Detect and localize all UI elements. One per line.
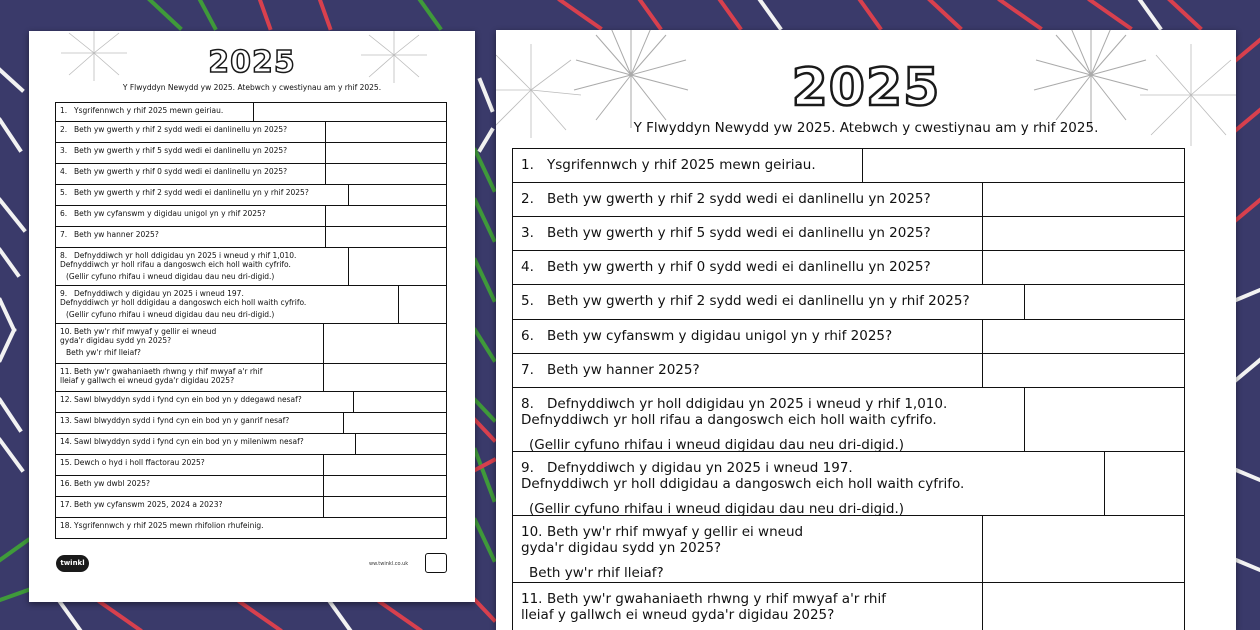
footer-badge-icon bbox=[425, 553, 447, 573]
answer-box[interactable] bbox=[349, 185, 446, 205]
answer-box[interactable] bbox=[1025, 388, 1184, 451]
answer-box[interactable] bbox=[983, 320, 1184, 353]
table-row: 6. Beth yw cyfanswm y digidau unigol yn y rhif 2025? bbox=[512, 320, 1185, 354]
answer-box[interactable] bbox=[863, 149, 1184, 182]
table-row: 3. Beth yw gwerth y rhif 5 sydd wedi ei danlinellu yn 2025? bbox=[55, 143, 447, 164]
questions-table bbox=[55, 102, 447, 539]
table-row: 14. Sawl blwyddyn sydd i fynd cyn ein bod yn y mileniwm nesaf? bbox=[55, 434, 447, 455]
answer-box[interactable] bbox=[326, 206, 446, 226]
table-row: 16. Beth yw dwbl 2025? bbox=[55, 476, 447, 497]
answer-box[interactable] bbox=[324, 324, 446, 363]
answer-box[interactable] bbox=[983, 183, 1184, 216]
table-row: 17. Beth yw cyfanswm 2025, 2024 a 2023? bbox=[55, 497, 447, 518]
worksheet-zoom-large bbox=[496, 30, 1236, 630]
answer-box[interactable] bbox=[254, 103, 446, 121]
table-row: 12. Sawl blwyddyn sydd i fynd cyn ein bod yn y ddegawd nesaf? bbox=[55, 392, 447, 413]
page-subtitle: Y Flwyddyn Newydd yw 2025. Atebwch y cwestiynau am y rhif 2025. bbox=[633, 120, 1099, 136]
answer-box[interactable] bbox=[1025, 285, 1184, 319]
answer-box[interactable] bbox=[983, 354, 1184, 387]
answer-box[interactable] bbox=[324, 497, 446, 517]
answer-box[interactable] bbox=[324, 364, 446, 391]
answer-box[interactable] bbox=[326, 227, 446, 247]
answer-box[interactable] bbox=[983, 217, 1184, 250]
answer-box[interactable] bbox=[324, 476, 446, 496]
table-row: 2. Beth yw gwerth y rhif 2 sydd wedi ei danlinellu yn 2025? bbox=[512, 183, 1185, 217]
answer-box[interactable] bbox=[344, 413, 446, 433]
table-row: 11. Beth yw'r gwahaniaeth rhwng y rhif mwyaf a'r rhif lleiaf y gallwch ei wneud gyda'r digidau 2025? bbox=[512, 583, 1185, 630]
table-row: 7. Beth yw hanner 2025? bbox=[55, 227, 447, 248]
page-title: 2025 bbox=[208, 45, 296, 80]
table-row: 13. Sawl blwyddyn sydd i fynd cyn ein bod yn y ganrif nesaf? bbox=[55, 413, 447, 434]
table-row: 4. Beth yw gwerth y rhif 0 sydd wedi ei danlinellu yn 2025? bbox=[512, 251, 1185, 285]
table-row: 1. Ysgrifennwch y rhif 2025 mewn geiriau. bbox=[55, 102, 447, 122]
table-row: 8. Defnyddiwch yr holl ddigidau yn 2025 i wneud y rhif 1,010. Defnyddiwch yr holl rifau a dangoswch eich holl waith cyfrifo. (Gellir cyfuno rhifau i wneud digidau dau neu dri-digid.) bbox=[55, 248, 447, 286]
table-row: 18. Ysgrifennwch y rhif 2025 mewn rhifolion rhufeinig. bbox=[55, 518, 447, 539]
table-row: 9. Defnyddiwch y digidau yn 2025 i wneud 197. Defnyddiwch yr holl ddigidau a dangoswch eich holl waith cyfrifo. (Gellir cyfuno rhifau i wneud digidau dau neu dri-digid.) bbox=[512, 452, 1185, 516]
answer-box[interactable] bbox=[1105, 452, 1184, 515]
table-row: 3. Beth yw gwerth y rhif 5 sydd wedi ei danlinellu yn 2025? bbox=[512, 217, 1185, 251]
table-row: 11. Beth yw'r gwahaniaeth rhwng y rhif mwyaf a'r rhif lleiaf y gallwch ei wneud gyda'r digidau 2025? bbox=[55, 364, 447, 392]
table-row: 9. Defnyddiwch y digidau yn 2025 i wneud 197. Defnyddiwch yr holl ddigidau a dangoswch eich holl waith cyfrifo. (Gellir cyfuno rhifau i wneud digidau dau neu dri-digid.) bbox=[55, 286, 447, 324]
table-row: 4. Beth yw gwerth y rhif 0 sydd wedi ei danlinellu yn 2025? bbox=[55, 164, 447, 185]
page-title: 2025 bbox=[791, 58, 941, 118]
answer-box[interactable] bbox=[326, 122, 446, 142]
answer-box[interactable] bbox=[354, 392, 446, 412]
worksheet-preview-small bbox=[29, 31, 475, 602]
page-subtitle: Y Flwyddyn Newydd yw 2025. Atebwch y cwestiynau am y rhif 2025. bbox=[122, 83, 382, 92]
table-row: 10. Beth yw'r rhif mwyaf y gellir ei wneud gyda'r digidau sydd yn 2025? Beth yw'r rhif lleiaf? bbox=[55, 324, 447, 364]
table-row: 5. Beth yw gwerth y rhif 2 sydd wedi ei danlinellu yn y rhif 2025? bbox=[55, 185, 447, 206]
answer-box[interactable] bbox=[983, 583, 1184, 630]
table-row: 6. Beth yw cyfanswm y digidau unigol yn y rhif 2025? bbox=[55, 206, 447, 227]
table-row: 10. Beth yw'r rhif mwyaf y gellir ei wneud gyda'r digidau sydd yn 2025? Beth yw'r rhif lleiaf? bbox=[512, 516, 1185, 583]
answer-box[interactable] bbox=[399, 286, 446, 323]
table-row: 2. Beth yw gwerth y rhif 2 sydd wedi ei danlinellu yn 2025? bbox=[55, 122, 447, 143]
table-row: 1. Ysgrifennwch y rhif 2025 mewn geiriau. bbox=[512, 148, 1185, 183]
table-row: 5. Beth yw gwerth y rhif 2 sydd wedi ei danlinellu yn y rhif 2025? bbox=[512, 285, 1185, 320]
answer-box[interactable] bbox=[983, 516, 1184, 582]
footer-url: ww.twinkl.co.uk bbox=[369, 561, 409, 567]
answer-box[interactable] bbox=[349, 248, 446, 285]
table-row: 7. Beth yw hanner 2025? bbox=[512, 354, 1185, 388]
answer-box[interactable] bbox=[326, 164, 446, 184]
table-row: 15. Dewch o hyd i holl ffactorau 2025? bbox=[55, 455, 447, 476]
answer-box[interactable] bbox=[324, 455, 446, 475]
answer-box[interactable] bbox=[983, 251, 1184, 284]
answer-box[interactable] bbox=[356, 434, 446, 454]
questions-table bbox=[512, 148, 1185, 630]
table-row: 8. Defnyddiwch yr holl ddigidau yn 2025 i wneud y rhif 1,010. Defnyddiwch yr holl rifau a dangoswch eich holl waith cyfrifo. (Gellir cyfuno rhifau i wneud digidau dau neu dri-digid.) bbox=[512, 388, 1185, 452]
twinkl-logo: twinkl bbox=[56, 555, 89, 572]
answer-box[interactable] bbox=[326, 143, 446, 163]
